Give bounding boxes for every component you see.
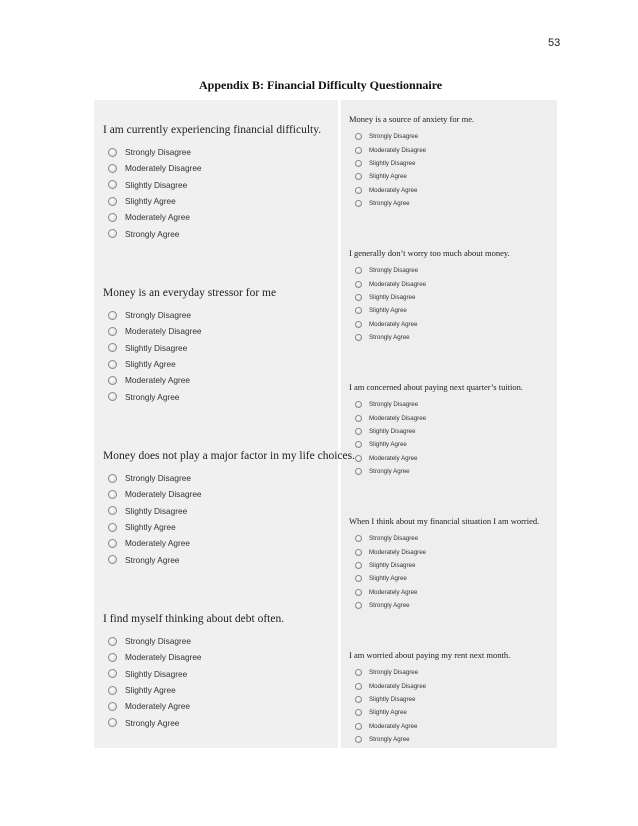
radio-option-label: Slightly Agree: [369, 575, 407, 583]
radio-option[interactable]: [355, 720, 510, 733]
radio-option-label: Moderately Disagree: [125, 163, 202, 174]
radio-option[interactable]: [108, 144, 321, 160]
radio-option[interactable]: [355, 304, 510, 317]
radio-button-icon[interactable]: [355, 441, 362, 448]
radio-option[interactable]: [355, 733, 510, 746]
radio-option-label: Slightly Disagree: [369, 561, 416, 569]
radio-option[interactable]: [108, 307, 276, 323]
radio-option[interactable]: [355, 465, 523, 478]
radio-button-icon[interactable]: [355, 575, 362, 582]
radio-option[interactable]: [355, 331, 510, 344]
radio-button-icon[interactable]: [108, 718, 117, 727]
radio-option-label: Slightly Disagree: [369, 159, 416, 167]
radio-button-icon[interactable]: [355, 549, 362, 556]
radio-option[interactable]: [108, 160, 321, 176]
radio-button-icon[interactable]: [355, 468, 362, 475]
radio-option[interactable]: [355, 452, 523, 465]
radio-option-label: Strongly Disagree: [125, 473, 191, 484]
radio-option[interactable]: [108, 698, 284, 714]
radio-option[interactable]: [355, 291, 510, 304]
radio-button-icon[interactable]: [108, 360, 117, 369]
radio-button-icon[interactable]: [108, 229, 117, 238]
radio-button-icon[interactable]: [108, 653, 117, 662]
radio-option[interactable]: [355, 438, 523, 451]
radio-button-icon[interactable]: [108, 213, 117, 222]
radio-button-icon[interactable]: [355, 281, 362, 288]
radio-button-icon[interactable]: [108, 702, 117, 711]
radio-option-label: Strongly Agree: [125, 228, 180, 239]
radio-button-icon[interactable]: [108, 506, 117, 515]
radio-button-icon[interactable]: [355, 669, 362, 676]
radio-option[interactable]: [355, 599, 539, 612]
right-question-4: [349, 516, 539, 612]
radio-button-icon[interactable]: [108, 164, 117, 173]
right-question-3: [349, 382, 523, 478]
radio-button-icon[interactable]: [108, 539, 117, 548]
radio-option-label: Slightly Agree: [369, 173, 407, 181]
radio-option-label: Moderately Disagree: [125, 326, 202, 337]
radio-option[interactable]: [355, 264, 510, 277]
right-question-1: [349, 114, 474, 210]
radio-option[interactable]: [355, 679, 510, 692]
radio-option[interactable]: [108, 535, 355, 551]
radio-option-label: Slightly Agree: [125, 522, 176, 533]
radio-option-label: Strongly Disagree: [125, 310, 191, 321]
radio-button-icon[interactable]: [355, 589, 362, 596]
radio-button-icon[interactable]: [108, 343, 117, 352]
question-text: Money is a source of anxiety for me.: [349, 114, 475, 124]
question-text: I generally don’t worry too much about money.: [349, 248, 510, 258]
radio-option-label: Slightly Agree: [125, 685, 176, 696]
radio-option-label: Strongly Disagree: [125, 636, 191, 647]
radio-button-icon[interactable]: [108, 637, 117, 646]
radio-button-icon[interactable]: [355, 147, 362, 154]
radio-option-label: Slightly Agree: [369, 709, 407, 717]
right-question-5: [349, 650, 510, 746]
radio-button-icon[interactable]: [355, 696, 362, 703]
question-text: I find myself thinking about debt often.: [103, 613, 285, 625]
radio-option[interactable]: [108, 340, 276, 356]
radio-option-label: Strongly Agree: [369, 468, 410, 476]
radio-option[interactable]: [108, 193, 321, 209]
radio-option[interactable]: [355, 411, 523, 424]
radio-button-icon[interactable]: [355, 133, 362, 140]
radio-option-label: Slightly Disagree: [125, 668, 188, 679]
radio-button-icon[interactable]: [355, 455, 362, 462]
radio-option[interactable]: [355, 130, 474, 143]
radio-option-label: Moderately Agree: [369, 320, 418, 328]
radio-option[interactable]: [355, 318, 510, 331]
radio-button-icon[interactable]: [355, 321, 362, 328]
radio-option-label: Moderately Disagree: [369, 414, 427, 422]
radio-option[interactable]: [108, 388, 276, 404]
radio-option-label: Moderately Agree: [369, 588, 418, 596]
radio-option[interactable]: [108, 633, 284, 649]
radio-button-icon[interactable]: [108, 555, 117, 564]
radio-option[interactable]: [355, 559, 539, 572]
appendix-title: Appendix B: Financial Difficulty Questionnaire: [199, 78, 443, 92]
radio-button-icon[interactable]: [355, 535, 362, 542]
radio-option-label: Moderately Agree: [125, 212, 191, 223]
radio-option-label: Slightly Disagree: [369, 293, 416, 301]
radio-option-label: Moderately Disagree: [125, 652, 202, 663]
radio-option[interactable]: [355, 184, 474, 197]
radio-button-icon[interactable]: [355, 401, 362, 408]
radio-option[interactable]: [355, 398, 523, 411]
radio-button-icon[interactable]: [108, 180, 117, 189]
radio-option-label: Strongly Agree: [125, 717, 180, 728]
radio-option[interactable]: [108, 225, 321, 241]
radio-option-label: Slightly Disagree: [125, 342, 188, 353]
radio-option-label: Moderately Disagree: [125, 489, 202, 500]
radio-option-label: Moderately Disagree: [369, 280, 427, 288]
radio-option-label: Moderately Agree: [125, 375, 191, 386]
radio-option-label: Moderately Agree: [369, 722, 418, 730]
radio-option[interactable]: [108, 666, 284, 682]
radio-option-label: Strongly Disagree: [369, 267, 419, 275]
radio-option-label: Strongly Disagree: [125, 147, 191, 158]
radio-option[interactable]: [355, 157, 474, 170]
radio-option[interactable]: [355, 425, 523, 438]
question-text: When I think about my financial situation I am worried.: [349, 516, 540, 526]
radio-option[interactable]: [355, 277, 510, 290]
radio-option-label: Strongly Agree: [369, 200, 410, 208]
radio-button-icon[interactable]: [108, 311, 117, 320]
radio-option[interactable]: [108, 177, 321, 193]
radio-option[interactable]: [108, 323, 276, 339]
page-number: 53: [548, 37, 561, 49]
radio-option[interactable]: [108, 551, 355, 567]
radio-button-icon[interactable]: [108, 523, 117, 532]
radio-option[interactable]: [355, 666, 510, 679]
radio-option-label: Slightly Agree: [369, 307, 407, 315]
radio-option-label: Slightly Agree: [125, 196, 176, 207]
radio-option[interactable]: [355, 706, 510, 719]
radio-option[interactable]: [355, 545, 539, 558]
radio-option-label: Strongly Disagree: [369, 535, 419, 543]
radio-button-icon[interactable]: [108, 197, 117, 206]
radio-button-icon[interactable]: [108, 669, 117, 678]
left-question-1: [103, 124, 321, 242]
radio-button-icon[interactable]: [108, 392, 117, 401]
radio-option-label: Moderately Disagree: [369, 548, 427, 556]
radio-option-label: Slightly Disagree: [369, 695, 416, 703]
radio-button-icon[interactable]: [355, 173, 362, 180]
radio-option[interactable]: [108, 519, 355, 535]
radio-option[interactable]: [108, 470, 355, 486]
radio-button-icon[interactable]: [355, 267, 362, 274]
radio-button-icon[interactable]: [108, 474, 117, 483]
radio-button-icon[interactable]: [355, 187, 362, 194]
radio-button-icon[interactable]: [108, 376, 117, 385]
question-text: I am currently experiencing financial difficulty.: [103, 124, 322, 136]
radio-option-label: Moderately Agree: [125, 701, 191, 712]
radio-option-label: Moderately Disagree: [369, 682, 427, 690]
radio-button-icon[interactable]: [355, 160, 362, 167]
radio-button-icon[interactable]: [355, 709, 362, 716]
radio-button-icon[interactable]: [355, 334, 362, 341]
radio-button-icon[interactable]: [108, 490, 117, 499]
radio-option[interactable]: [108, 682, 284, 698]
radio-button-icon[interactable]: [355, 307, 362, 314]
radio-button-icon[interactable]: [355, 602, 362, 609]
radio-option[interactable]: [355, 170, 474, 183]
radio-button-icon[interactable]: [355, 428, 362, 435]
radio-option[interactable]: [108, 486, 355, 502]
radio-option-label: Strongly Agree: [369, 736, 410, 744]
radio-button-icon[interactable]: [108, 686, 117, 695]
left-question-2: [103, 287, 276, 405]
radio-button-icon[interactable]: [355, 294, 362, 301]
radio-option[interactable]: [108, 649, 284, 665]
radio-option-label: Moderately Disagree: [369, 146, 427, 154]
radio-option[interactable]: [355, 693, 510, 706]
radio-option-label: Strongly Disagree: [369, 401, 419, 409]
radio-option[interactable]: [355, 586, 539, 599]
radio-option-label: Strongly Agree: [369, 602, 410, 610]
right-question-2: [349, 248, 510, 344]
radio-option-label: Moderately Agree: [369, 186, 418, 194]
question-text: Money is an everyday stressor for me: [103, 287, 277, 299]
radio-option-label: Slightly Agree: [369, 441, 407, 449]
radio-option[interactable]: [355, 143, 474, 156]
radio-option[interactable]: [355, 532, 539, 545]
radio-option-label: Moderately Agree: [125, 538, 191, 549]
radio-button-icon[interactable]: [108, 327, 117, 336]
radio-option[interactable]: [108, 503, 355, 519]
left-question-4: [103, 613, 284, 731]
radio-button-icon[interactable]: [355, 562, 362, 569]
question-text: I am concerned about paying next quarter’s tuition.: [349, 382, 524, 392]
radio-option-label: Strongly Agree: [125, 554, 180, 565]
radio-button-icon[interactable]: [355, 683, 362, 690]
radio-option-label: Slightly Disagree: [125, 505, 188, 516]
radio-option-label: Slightly Agree: [125, 359, 176, 370]
radio-option[interactable]: [108, 356, 276, 372]
radio-option[interactable]: [108, 372, 276, 388]
radio-button-icon[interactable]: [355, 736, 362, 743]
question-text: Money does not play a major factor in my life choices.: [103, 450, 355, 462]
radio-option-label: Strongly Disagree: [369, 669, 419, 677]
radio-option[interactable]: [355, 197, 474, 210]
radio-option[interactable]: [355, 572, 539, 585]
radio-option[interactable]: [108, 714, 284, 730]
radio-option-label: Moderately Agree: [369, 454, 418, 462]
radio-button-icon[interactable]: [355, 200, 362, 207]
radio-option[interactable]: [108, 209, 321, 225]
question-text: I am worried about paying my rent next month.: [349, 650, 511, 660]
radio-button-icon[interactable]: [108, 148, 117, 157]
left-question-3: [103, 450, 355, 568]
radio-option-label: Slightly Disagree: [125, 179, 188, 190]
radio-option-label: Strongly Agree: [369, 334, 410, 342]
radio-option-label: Strongly Agree: [125, 391, 180, 402]
radio-button-icon[interactable]: [355, 415, 362, 422]
radio-option-label: Strongly Disagree: [369, 133, 419, 141]
radio-button-icon[interactable]: [355, 723, 362, 730]
radio-option-label: Slightly Disagree: [369, 427, 416, 435]
